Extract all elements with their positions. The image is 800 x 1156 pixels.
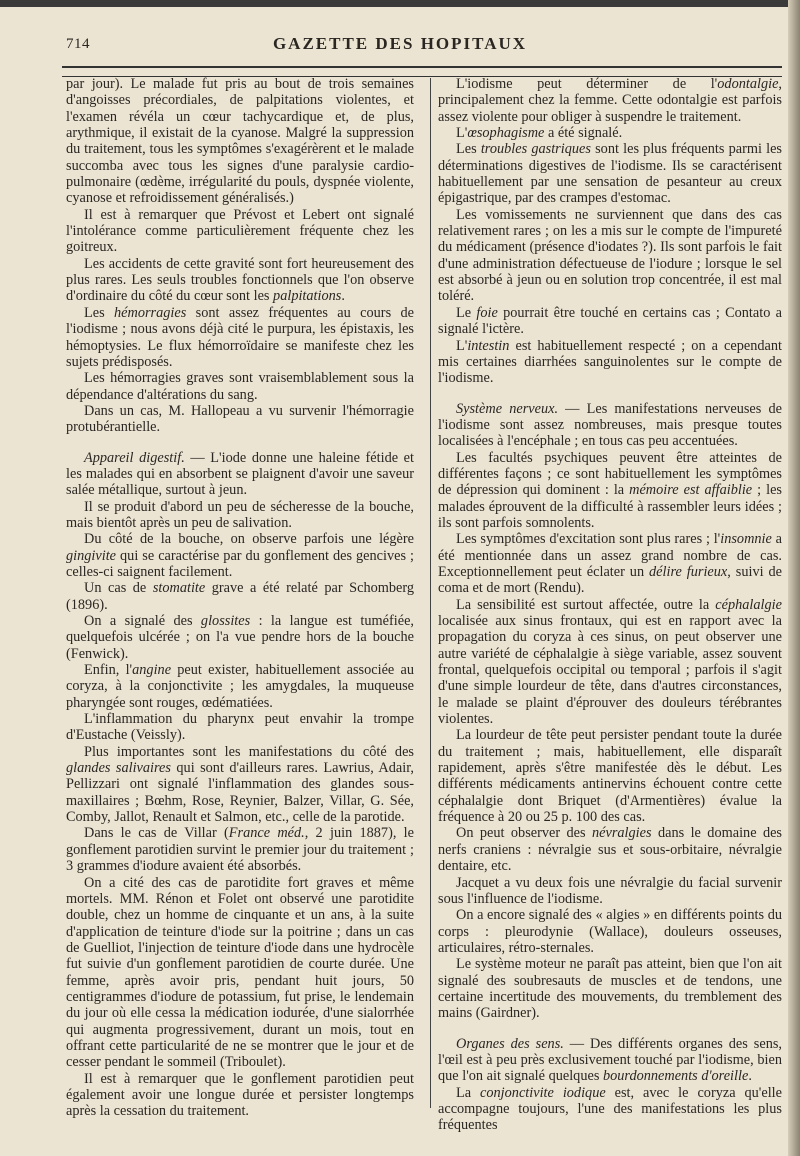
paragraph: Un cas de stomatite grave a été relaté par Schomberg (1896). — [66, 580, 415, 613]
scan-right-edge — [788, 0, 800, 1156]
paragraph: Les vomissements ne surviennent que dans des cas relativement rares ; on les a mis sur le compte de l'impureté du médicament (présence d'iodates ?). Ils sont parfois le fait d'une administration défectueuse de l'iodure ; lorsque le sel est absorbé à jeun ou en solution trop concentrée, il est mal toléré. — [438, 206, 782, 305]
paragraph: L'inflammation du pharynx peut envahir la trompe d'Eustache (Veissly). — [66, 711, 414, 744]
paragraph: Du côté de la bouche, on observe parfois une légère gingivite qui se caractérise par du gonflement des gencives ; celles-ci saignent facilement. — [66, 531, 414, 580]
paragraph: On a signalé des glossites : la langue est tuméfiée, quelquefois ulcérée ; on l'a vue pendre hors de la bouche (Fenwick). — [66, 613, 414, 662]
paragraph: Il est à remarquer que Prévost et Lebert ont signalé l'intolérance comme particulièrement fréquente chez les goitreux. — [66, 206, 414, 256]
paragraph: Les accidents de cette gravité sont fort heureusement des plus rares. Les seuls troubles fonctionnels que l'on observe d'ordinaire du côté du cœur sont les palpitations. — [66, 255, 414, 305]
paragraph: L'iodisme peut déterminer de l'odontalgie, principalement chez la femme. Cette odontalgie est parfois assez violente pour obliger à suspendre le traitement. — [438, 76, 782, 125]
paragraph: La conjonctivite iodique est, avec le coryza qu'elle accompagne toujours, l'une des manifestations les plus fréquentes — [438, 1084, 783, 1134]
paragraph: Le système moteur ne paraît pas atteint, bien que l'on ait signalé des soubresauts de muscles et de tendons, une certaine incertitude des mouvements, du tremblement des mains (Gairdner). — [438, 956, 782, 1022]
paragraph: Les troubles gastriques sont les plus fréquents parmi les déterminations digestives de l'iodisme. Ils se caractérisent habituellement par une sensation de pesanteur au creux épigastrique, par des crampes d'estomac. — [438, 141, 782, 207]
paragraph: L'intestin est habituellement respecté ; on a cependant mis certaines diarrhées sanguinolentes sur le compte de l'iodisme. — [438, 337, 782, 387]
paragraph: Le foie pourrait être touché en certains cas ; Contato a signalé l'ictère. — [438, 304, 782, 338]
paragraph: Les facultés psychiques peuvent être atteintes de différentes façons ; ce sont habituellement les symptômes de dépression qui dominent : la mémoire est affaiblie ; les malades éprouvent de la difficulté à rassembler leurs idées ; ils sont parfois somnolents. — [438, 449, 782, 531]
paragraph: Enfin, l'angine peut exister, habituellement associée au coryza, à la conjonctivite ; les amygdales, la muqueuse pharyngée sont rouges, œdématiées. — [66, 662, 414, 711]
column-divider — [430, 78, 431, 1108]
paragraph: Organes des sens. — Des différents organes des sens, l'œil est à peu près exclusivement touché par l'iodisme, bien que l'on ait signalé quelques bourdonnements d'oreille. — [438, 1035, 782, 1085]
paragraph: On a cité des cas de parotidite fort graves et même mortels. MM. Rénon et Folet ont observé une parotidite double, chez un homme de cinquante et un ans, à la suite d'application de teinture d'iode sur la poitrine ; dans un cas de Guelliot, l'injection de teinture d'iode dans une hydrocèle fut suivie d'un gonflement parotidien de courte durée. Une femme, après avoir pris, pendant huit jours, 50 centigrammes d'iodure de potassium, fut prise, le lendemain du jour où elle cessa la médication iodurée, d'une sialorrhée qui augmenta progressivement, durant un mois, tout en offrant cette particularité de ne se montrer que le jour et de cesser pendant le sommeil (Triboulet). — [66, 874, 414, 1071]
page-header — [0, 34, 800, 58]
right-column — [438, 76, 782, 1134]
paragraph: Les symptômes d'excitation sont plus rares ; l'insomnie a été mentionnée dans un assez grand nombre de cas. Exceptionnellement peut éclater un délire furieux, suivi de coma et de mort (Rendu). — [438, 531, 782, 597]
paragraph: Les hémorragies graves sont vraisemblablement sous la dépendance d'altérations du sang. — [66, 370, 414, 403]
paragraph: Jacquet a vu deux fois une névralgie du facial survenir sous l'influence de l'iodisme. — [438, 874, 782, 907]
paragraph: Appareil digestif. — L'iode donne une haleine fétide et les malades qui en absorbent se plaignent d'avoir une saveur salée métallique, surtout à jeun. — [66, 449, 414, 499]
paragraph: Il est à remarquer que le gonflement parotidien peut également avoir une longue durée et persister longtemps après la cessation du traitement. — [66, 1070, 414, 1120]
paragraph: par jour). Le malade fut pris au bout de trois semaines d'angoisses précordiales, de palpitations violentes, et l'examen révéla un cœur tachycardique et, de plus, arythmique, il existait de la cyanose. Malgré la suppression du traitement, tous les symptômes s'exagérèrent et le malade succomba avec tous les signes d'une paralysie cardio-pulmonaire (œdème, irrégularité du pouls, dyspnée violente, cyanose et refroidissement généralisés.) — [66, 76, 414, 207]
paragraph: La lourdeur de tête peut persister pendant toute la durée du traitement ; mais, habituellement, elle disparaît rapidement, après s'être manifestée dès le début. Les différents médicaments antinervins échouent contre cette céphalalgie dont Briquet (d'Armentières) évalue la fréquence à 20 ou 25 p. 100 des cas. — [438, 727, 782, 826]
page-number: 714 — [66, 36, 90, 52]
paragraph: La sensibilité est surtout affectée, outre la céphalalgie localisée aux sinus frontaux, qui est en rapport avec la propagation du coryza à ces sinus, on peut observer une autre variété de céphalalgie à siège variable, assez souvent frontal, quelquefois occipital ou temporal ; parfois il s'agit d'une simple lourdeur de tête, dans d'autres circonstances, le malade se plaint d'éprouver des douleurs térébrantes violentes. — [438, 596, 782, 728]
paragraph: L'œsophagisme a été signalé. — [456, 125, 623, 142]
paragraph: Dans le cas de Villar (France méd., 2 juin 1887), le gonflement parotidien survint le premier jour du traitement ; 3 grammes d'iodure avaient été absorbés. — [66, 825, 414, 875]
paragraph: On a encore signalé des « algies » en différents points du corps : pleurodynie (Wallace), douleurs osseuses, articulaires, rétro-sternales. — [438, 907, 782, 956]
paragraph: Plus importantes sont les manifestations du côté des glandes salivaires qui sont d'ailleurs rares. Lawrius, Adair, Pellizzari ont signalé l'inflammation des glandes sous-maxillaires ; Bœhm, Rose, Reynier, Balzer, Villar, G. Sée, Comby, Jallot, Renault et Salmon, etc., celle de la parotide. — [66, 743, 414, 826]
scan-top-edge — [0, 0, 800, 7]
paragraph: Il se produit d'abord un peu de sécheresse de la bouche, mais bientôt après un peu de salivation. — [66, 498, 414, 531]
paragraph: Les hémorragies sont assez fréquentes au cours de l'iodisme ; nous avons déjà cité le purpura, les épistaxis, les hémoptysies. Le flux hémorroïdaire se manifeste chez les sujets prédisposés. — [66, 304, 414, 370]
paragraph: On peut observer des névralgies dans le domaine des nerfs craniens : névralgie sus et sous-orbitaire, névralgie dentaire, etc. — [438, 825, 782, 875]
paragraph: Système nerveux. — Les manifestations nerveuses de l'iodisme sont assez nombreuses, mais presque toutes localisées à l'encéphale ; en tous cas peu accentuées. — [438, 400, 782, 450]
left-column — [66, 76, 414, 1120]
journal-title: GAZETTE DES HOPITAUX — [272, 34, 528, 53]
paragraph: Dans un cas, M. Hallopeau a vu survenir l'hémorragie protubérantielle. — [66, 402, 414, 436]
